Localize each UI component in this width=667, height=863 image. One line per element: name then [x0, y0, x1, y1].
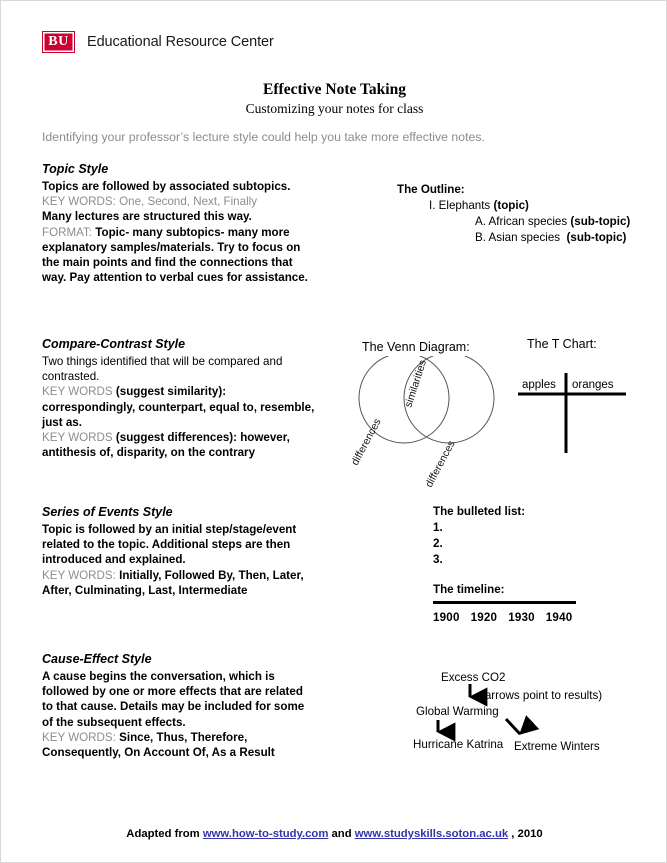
- t-chart: [516, 371, 636, 456]
- page-header: [42, 31, 274, 53]
- bulleted-list-item-1: 1.: [433, 521, 443, 534]
- series-keywords: Initially, Followed By, Then, Later, After, Culminating, Last, Intermediate: [42, 568, 304, 597]
- organization-name: Educational Resource Center: [87, 34, 274, 50]
- compare-keywords-label-1: KEY WORDS: [42, 385, 113, 399]
- document-subtitle: Customizing your notes for class: [245, 101, 424, 116]
- cause-effect-effect-2: Hurricane Katrina: [413, 738, 504, 751]
- series-keywords-label: KEY WORDS:: [42, 568, 116, 582]
- footer-attribution: [1, 828, 667, 840]
- section-body-topic-style: [42, 179, 317, 285]
- timeline-year-4: 1940: [545, 611, 573, 624]
- topic-format-label: FORMAT:: [42, 225, 93, 239]
- t-chart-right-column-label: oranges: [572, 379, 614, 391]
- outline-title: The Outline:: [397, 183, 465, 196]
- document-title: Effective Note Taking: [263, 81, 406, 98]
- outline-level-2b-text: B. Asian species: [475, 231, 561, 244]
- series-body: Topic is followed by an initial step/stage/event related to the topic. Additional steps are then introduced and explained.: [42, 523, 297, 567]
- outline-level-2b-tag: (sub-topic): [566, 231, 627, 244]
- compare-body: Two things identified that will be compared and contrasted.: [42, 355, 283, 384]
- footer-suffix: , 2010: [508, 828, 543, 840]
- timeline-year-2: 1920: [470, 611, 498, 624]
- outline-level-2a-text: A. African species: [475, 215, 568, 228]
- footer-middle: and: [328, 828, 355, 840]
- venn-diagram-title: The Venn Diagram:: [362, 340, 470, 354]
- compare-keywords-label-2: KEY WORDS: [42, 431, 113, 445]
- timeline-rule: [433, 601, 576, 604]
- section-heading-compare-contrast: Compare-Contrast Style: [42, 337, 186, 351]
- topic-format-text: Topic- many subtopics- many more explanatory samples/materials. Try to focus on the main points and find the connections that way. Pay attention to verbal cues for assistance.: [42, 225, 308, 285]
- footer-link-studyskills[interactable]: www.studyskills.soton.ac.uk: [354, 828, 509, 840]
- cause-effect-effect-1: Global Warming: [416, 705, 499, 718]
- bu-logo: BU: [42, 31, 75, 53]
- venn-label-differences-left: differences: [349, 416, 384, 468]
- section-heading-topic-style: Topic Style: [42, 162, 109, 176]
- topic-line-2: Many lectures are structured this way.: [42, 210, 252, 224]
- cause-effect-note: (arrows point to results): [481, 689, 603, 702]
- cause-effect-effect-3: Extreme Winters: [514, 740, 600, 753]
- section-body-series-of-events: [42, 522, 317, 598]
- section-heading-series-of-events: Series of Events Style: [42, 505, 173, 519]
- section-body-cause-effect: [42, 669, 317, 760]
- venn-label-similarities: similarities: [402, 358, 429, 409]
- cause-effect-keywords-label: KEY WORDS:: [42, 730, 116, 744]
- outline-level-1-tag: (topic): [493, 199, 529, 212]
- section-body-compare-contrast: [42, 354, 317, 460]
- outline-level-2a-tag: (sub-topic): [570, 215, 631, 228]
- compare-keywords-similarity: (suggest similarity): correspondingly, counterpart, equal to, resemble, just as.: [42, 385, 315, 429]
- timeline-years: [433, 611, 583, 624]
- bulleted-list-title: The bulleted list:: [433, 505, 526, 518]
- timeline-year-1: 1900: [433, 611, 460, 624]
- compare-keywords-differences: (suggest differences): however, antithesis of, disparity, on the contrary: [42, 431, 290, 460]
- cause-effect-body: A cause begins the conversation, which is followed by one or more effects that are related to that cause. Details may be included for some of the subsequent effects.: [42, 670, 305, 729]
- footer-link-how-to-study[interactable]: www.how-to-study.com: [202, 828, 329, 840]
- outline-level-2b: [475, 231, 626, 244]
- section-heading-cause-effect: Cause-Effect Style: [42, 652, 152, 666]
- cause-effect-diagram: [396, 666, 636, 761]
- t-chart-title: The T Chart:: [527, 337, 597, 351]
- footer-prefix: Adapted from: [126, 828, 203, 840]
- outline-level-2a: [475, 215, 630, 228]
- arrow-gw-to-extreme-winters: [506, 719, 520, 734]
- t-chart-left-column-label: apples: [522, 379, 556, 391]
- intro-text: Identifying your professor’s lecture style could help you take more effective notes.: [42, 130, 485, 144]
- topic-line-1: Topics are followed by associated subtopics.: [42, 180, 291, 193]
- cause-effect-keywords: Since, Thus, Therefore, Consequently, On Account Of, As a Result: [42, 730, 275, 760]
- bulleted-list-item-3: 3.: [433, 553, 443, 566]
- topic-keywords-label: KEY WORDS:: [42, 195, 116, 209]
- timeline-title: The timeline:: [433, 583, 505, 596]
- venn-diagram: [349, 356, 509, 501]
- timeline-year-3: 1930: [508, 611, 535, 624]
- outline-level-1: [429, 199, 529, 212]
- bulleted-list-item-2: 2.: [433, 537, 443, 550]
- topic-keywords: One, Second, Next, Finally: [119, 195, 258, 209]
- venn-label-differences-right: differences: [423, 438, 458, 490]
- outline-level-1-text: I. Elephants: [429, 199, 491, 212]
- cause-effect-cause: Excess CO2: [441, 671, 506, 684]
